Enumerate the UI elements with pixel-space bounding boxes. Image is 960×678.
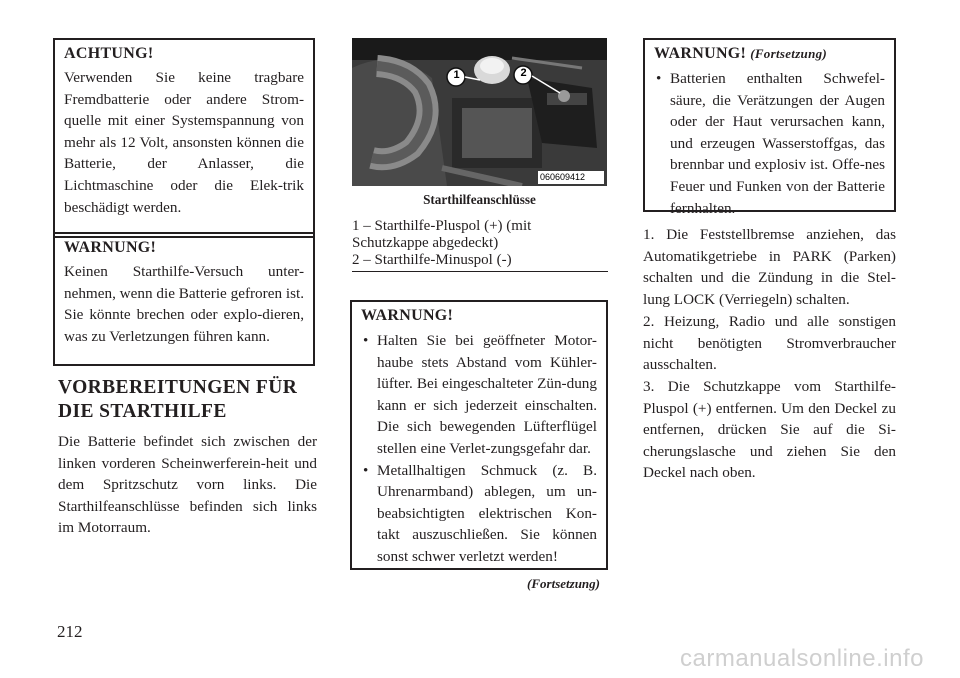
callout-1: 1 [453,69,460,81]
warnung-box-left [53,232,315,366]
warnung-middle-bullet-2: • Metallhaltigen Schmuck (z. B. Uhrenarmband) ablegen, um un-beabsichtigten elektrischen Kon-takt auszuschließen. Sie können sonst schwer verletzt werden! [361,460,597,568]
figure-caption: Starthilfeanschlüsse [423,192,536,207]
image-code: 060609412 [540,172,586,182]
achtung-text: Verwenden Sie keine tragbare Fremdbatterie oder andere Strom-quelle mit einer Systemspannung von mehr als 12 Volt, ansonsten können die Batterie, der Anlasser, die Lichtmaschine oder die Elek-trik beschädigt werden. [64,69,304,216]
warnung-box-middle [350,300,608,570]
battery-location-text: Die Batterie befindet sich zwischen der linken vorderen Scheinwerferein-heit und dem Spritzschutz vorn links. Die Starthilfeanschlüsse befinden sich links im Motorraum. [58,433,317,537]
warnung-right-bullet: • Batterien enthalten Schwefel-säure, die Verätzungen der Augen oder der Haut verursachen kann, und erzeugen Wasserstoffgas, das brennbar und explosiv ist. Offe-nes Feuer und Funken von der Batterie fernhalten. [654,68,885,219]
page-number: 212 [57,622,83,641]
warnung-middle-title: WARNUNG! [361,307,454,324]
legend-divider [352,271,608,272]
warnung-right-continued: (Fortsetzung) [750,46,828,61]
legend-item-1-line1: 1 – Starthilfe-Pluspol (+) (mit [352,218,532,234]
callout-2: 2 [520,67,527,79]
warnung-box-right [643,38,896,217]
warnung-right-title [654,45,885,63]
achtung-title: ACHTUNG! [64,45,154,62]
section-heading-line1: VORBEREITUNGEN FÜR [58,377,298,398]
warnung-left-text: Keinen Starthilfe-Versuch unter-nehmen, wenn die Batterie gefroren ist. Sie könnte brechen oder explo-dieren, was zu Verletzungen führen kann. [64,263,304,345]
legend-item-1-line2: Schutzkappe abgedeckt) [352,235,499,251]
warnung-left-title: WARNUNG! [64,239,157,256]
section-heading-line2: DIE STARTHILFE [58,401,227,422]
engine-bay-illustration [352,38,607,186]
step-2: 2. Heizung, Radio und alle sonstigen nicht benötigten Stromverbraucher ausschalten. [643,313,896,374]
warnung-right-title-text: WARNUNG! [654,45,747,62]
engine-bay-photo [352,38,607,186]
step-1: 1. Die Feststellbremse anziehen, das Automatikgetriebe in PARK (Parken) schalten und die Zündung in die Stel-lung LOCK (Verriegeln) schalten. [643,226,896,308]
legend-item-2: 2 – Starthilfe-Minuspol (-) [352,252,512,268]
warnung-middle-bullet-1: • Halten Sie bei geöffneter Motor-haube stets Abstand vom Kühler-lüfter. Bei eingeschalteter Zün-dung kann er sich jederzeit einschalten. Die sich bewegenden Lüfterflügel stellen eine Verlet-zungsgefahr dar. [361,330,597,460]
continuation-note: (Fortsetzung) [527,576,600,591]
step-3: 3. Die Schutzkappe vom Starthilfe-Pluspol (+) entfernen. Um den Deckel zu entfernen, drücken Sie auf die Si-cherungslasche und ziehen Sie den Deckel nach oben. [643,378,896,482]
watermark: carmanualsonline.info [680,645,924,672]
section-heading [58,376,318,424]
figure-legend [352,218,608,269]
achtung-box [53,38,315,238]
